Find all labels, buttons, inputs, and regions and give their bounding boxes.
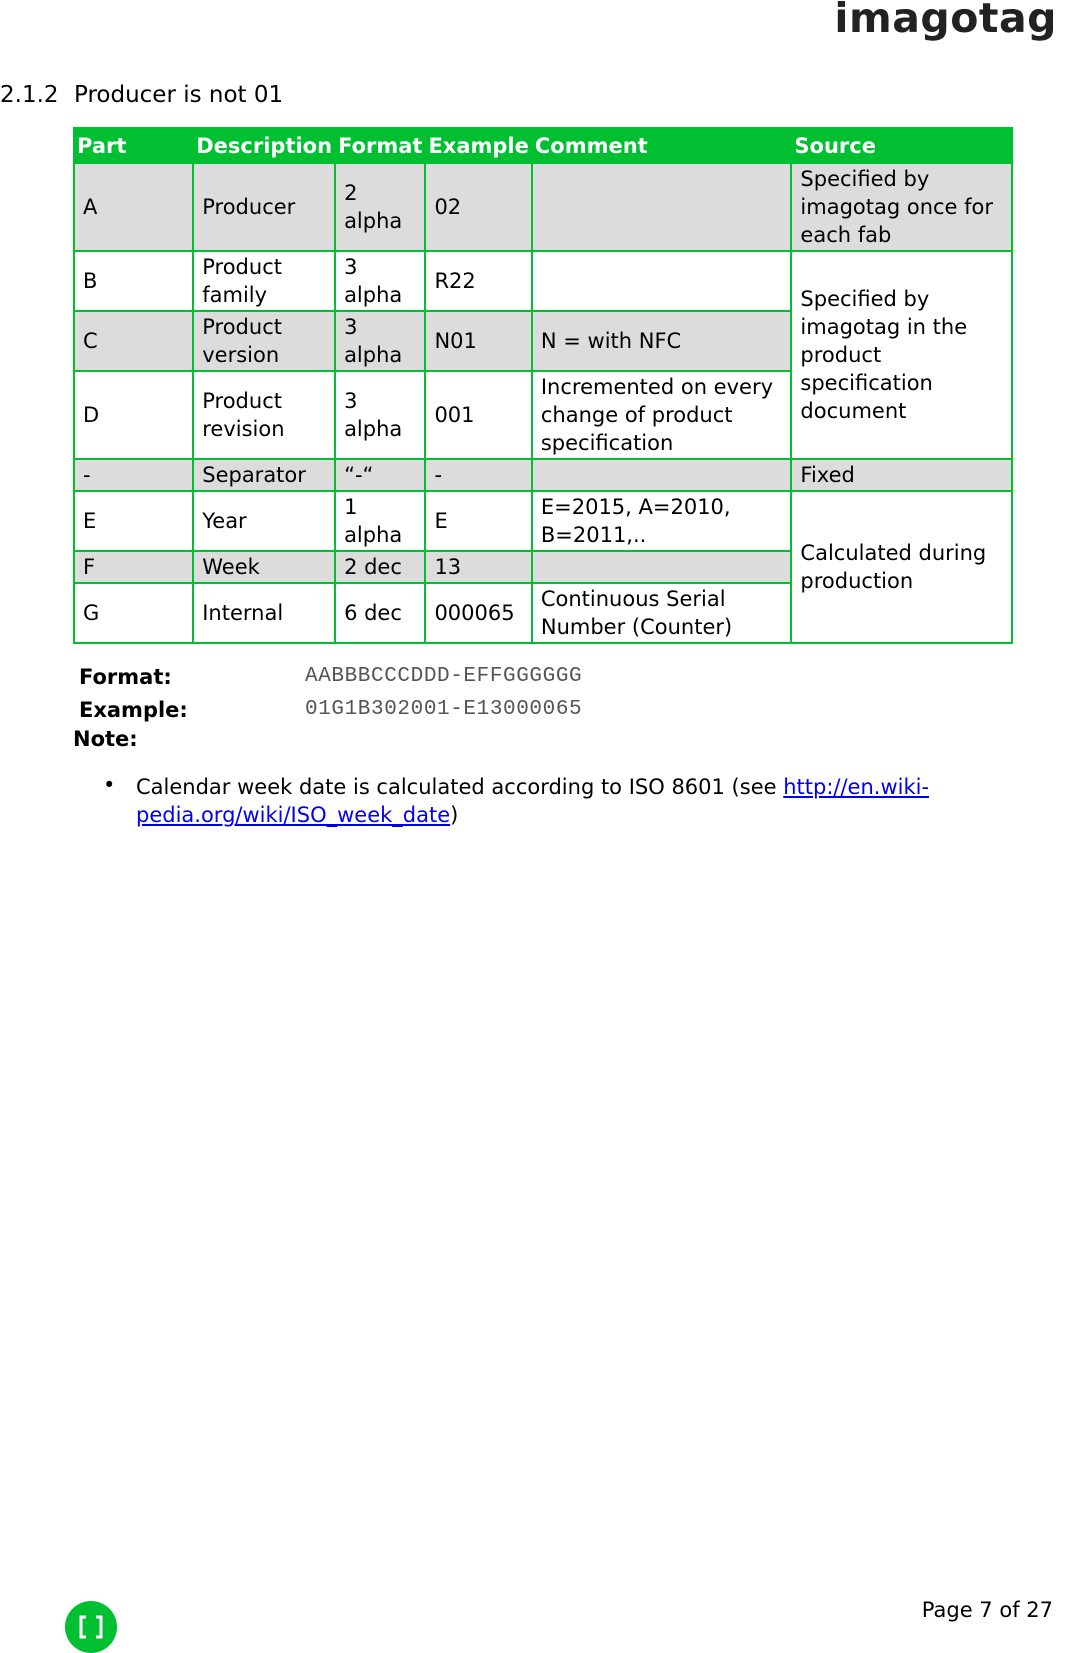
cell-part: A bbox=[74, 163, 193, 251]
header-source: Source bbox=[791, 128, 1012, 163]
table-row bbox=[74, 491, 1012, 551]
table-header-row bbox=[74, 128, 1012, 163]
example-value: 01G1B302001-E13000065 bbox=[305, 698, 583, 721]
cell-source: Fixed bbox=[791, 459, 1012, 491]
cell-description: Product version bbox=[193, 311, 335, 371]
cell-example: N01 bbox=[425, 311, 531, 371]
imagotag-bracket-icon bbox=[65, 1601, 117, 1653]
cell-example: 000065 bbox=[425, 583, 531, 643]
cell-description: Week bbox=[193, 551, 335, 583]
cell-format: 6 dec bbox=[335, 583, 425, 643]
imagotag-logo: imagotag bbox=[834, 0, 1057, 42]
cell-description: Separator bbox=[193, 459, 335, 491]
header-part: Part bbox=[74, 128, 193, 163]
cell-part: - bbox=[74, 459, 193, 491]
cell-description: Year bbox=[193, 491, 335, 551]
table-row bbox=[74, 163, 1012, 251]
cell-description: Internal bbox=[193, 583, 335, 643]
cell-part: E bbox=[74, 491, 193, 551]
cell-format: “-“ bbox=[335, 459, 425, 491]
cell-comment: N = with NFC bbox=[532, 311, 792, 371]
format-label: Format: bbox=[79, 665, 172, 689]
cell-comment bbox=[532, 251, 792, 311]
cell-source: Specified by imagotag once for each fab bbox=[791, 163, 1012, 251]
table-row bbox=[74, 251, 1012, 311]
cell-part: F bbox=[74, 551, 193, 583]
cell-description: Product family bbox=[193, 251, 335, 311]
cell-example: - bbox=[425, 459, 531, 491]
iso-week-date-link[interactable]: http://en.wiki-pedia.org/wiki/ISO_week_date bbox=[136, 775, 930, 827]
producer-code-table bbox=[73, 127, 1013, 644]
note-bullet-text bbox=[136, 773, 956, 829]
cell-part: D bbox=[74, 371, 193, 459]
cell-comment bbox=[532, 163, 792, 251]
cell-source-merged: Calculated during production bbox=[791, 491, 1012, 643]
cell-example: 02 bbox=[425, 163, 531, 251]
cell-part: B bbox=[74, 251, 193, 311]
section-title: Producer is not 01 bbox=[74, 82, 284, 108]
header-format: Format bbox=[335, 128, 425, 163]
cell-example: 13 bbox=[425, 551, 531, 583]
cell-part: G bbox=[74, 583, 193, 643]
cell-source-merged: Specified by imagotag in the product specification document bbox=[791, 251, 1012, 459]
bullet-icon: • bbox=[103, 773, 116, 797]
section-number: 2.1.2 bbox=[0, 82, 59, 108]
note-label: Note: bbox=[73, 727, 138, 751]
example-label: Example: bbox=[79, 698, 188, 722]
header-example: Example bbox=[425, 128, 531, 163]
cell-example: 001 bbox=[425, 371, 531, 459]
cell-format: 2 dec bbox=[335, 551, 425, 583]
cell-description: Producer bbox=[193, 163, 335, 251]
note-text: Calendar week date is calculated according to ISO 8601 (see bbox=[136, 775, 784, 799]
page-number: Page 7 of 27 bbox=[921, 1598, 1053, 1622]
cell-format: 1 alpha bbox=[335, 491, 425, 551]
cell-example: R22 bbox=[425, 251, 531, 311]
cell-format: 2 alpha bbox=[335, 163, 425, 251]
cell-format: 3 alpha bbox=[335, 251, 425, 311]
cell-format: 3 alpha bbox=[335, 371, 425, 459]
table-row bbox=[74, 459, 1012, 491]
header-description: Description bbox=[193, 128, 335, 163]
cell-example: E bbox=[425, 491, 531, 551]
cell-comment bbox=[532, 551, 792, 583]
note-text-suffix: ) bbox=[450, 803, 459, 827]
cell-part: C bbox=[74, 311, 193, 371]
cell-comment: Incremented on every change of product specification bbox=[532, 371, 792, 459]
cell-description: Product revision bbox=[193, 371, 335, 459]
header-comment: Comment bbox=[532, 128, 792, 163]
format-value: AABBBCCCDDD-EFFGGGGGG bbox=[305, 665, 583, 688]
cell-comment: Continuous Serial Number (Counter) bbox=[532, 583, 792, 643]
cell-comment: E=2015, A=2010, B=2011,.. bbox=[532, 491, 792, 551]
section-heading bbox=[0, 82, 283, 108]
cell-format: 3 alpha bbox=[335, 311, 425, 371]
cell-comment bbox=[532, 459, 792, 491]
